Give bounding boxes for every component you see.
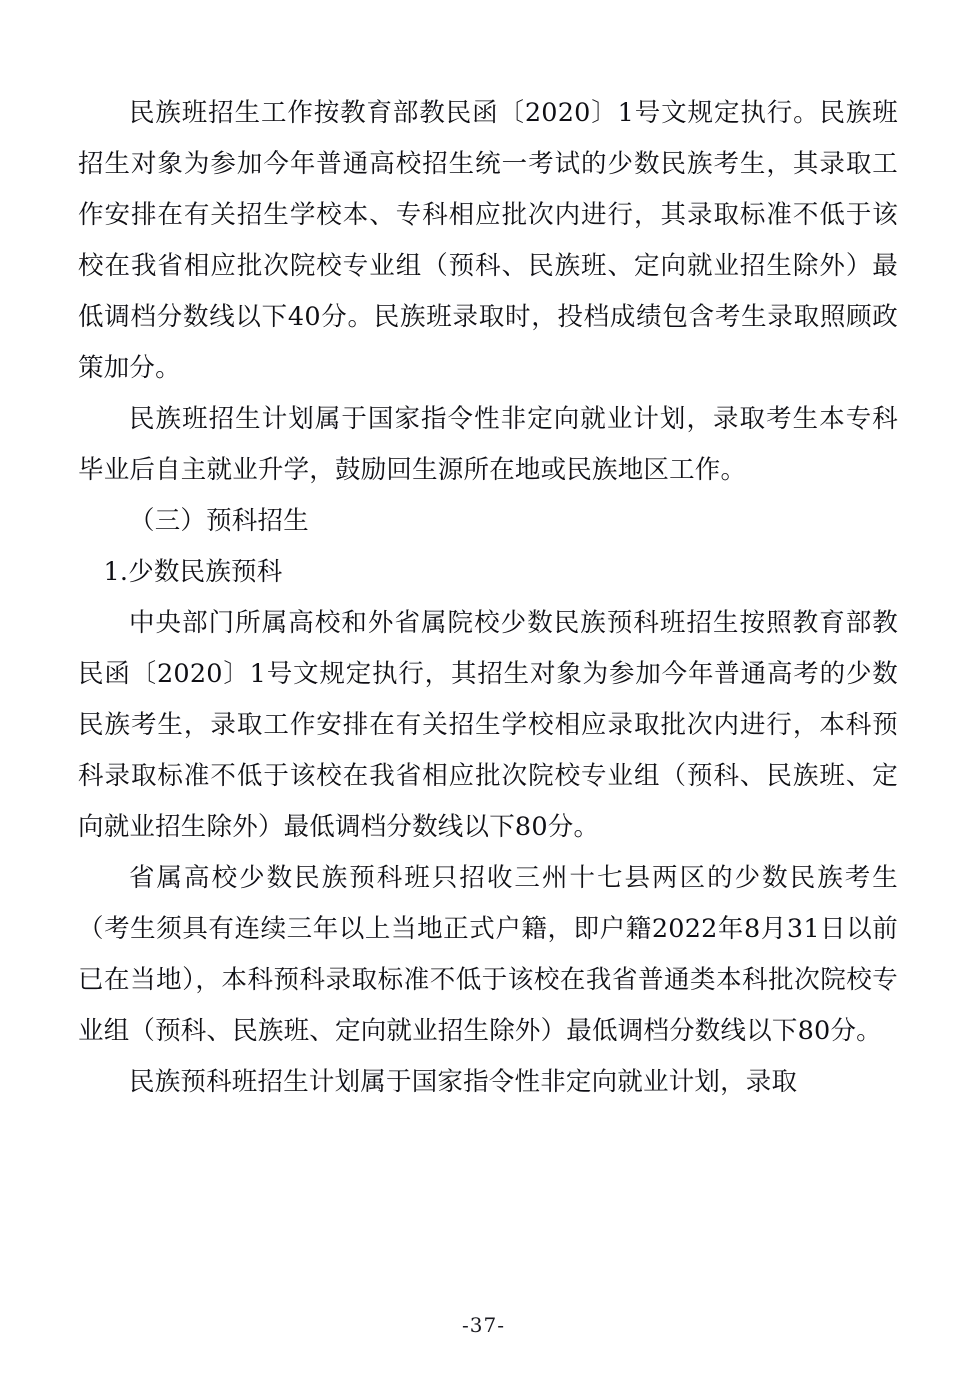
paragraph-minority-class-plan-nature: 民族班招生计划属于国家指令性非定向就业计划，录取考生本专科毕业后自主就业升学，鼓励回生源所在地或民族地区工作。 xyxy=(78,404,898,485)
page-content xyxy=(78,88,898,1108)
paragraph-minority-class-admission-rules: 民族班招生工作按教育部教民函〔2020〕1号文规定执行。民族班招生对象为参加今年普通高校招生统一考试的少数民族考生，其录取工作安排在有关招生学校本、专科相应批次内进行，其录取标准不低于该校在我省相应批次院校专业组（预科、民族班、定向就业招生除外）最低调档分数线以下40分。民族班录取时，投档成绩包含考生录取照顾政策加分。 xyxy=(78,98,898,383)
subsection-heading-minority-preparatory: 1.少数民族预科 xyxy=(103,557,283,587)
page-number: -37- xyxy=(462,1313,505,1337)
paragraph-central-and-outside-province-preparatory: 中央部门所属高校和外省属院校少数民族预科班招生按照教育部教民函〔2020〕1号文规定执行，其招生对象为参加今年普通高考的少数民族考生，录取工作安排在有关招生学校相应录取批次内进行，本科预科录取标准不低于该校在我省相应批次院校专业组（预科、民族班、定向就业招生除外）最低调档分数线以下80分。 xyxy=(78,608,898,842)
section-heading-preparatory-admission: （三）预科招生 xyxy=(129,506,309,536)
paragraph-provincial-preparatory-eligibility: 省属高校少数民族预科班只招收三州十七县两区的少数民族考生（考生须具有连续三年以上当地正式户籍，即户籍2022年8月31日以前已在当地），本科预科录取标准不低于该校在我省普通类本科批次院校专业组（预科、民族班、定向就业招生除外）最低调档分数线以下80分。 xyxy=(78,863,898,1046)
paragraph-preparatory-plan-nature: 民族预科班招生计划属于国家指令性非定向就业计划，录取 xyxy=(129,1067,798,1097)
